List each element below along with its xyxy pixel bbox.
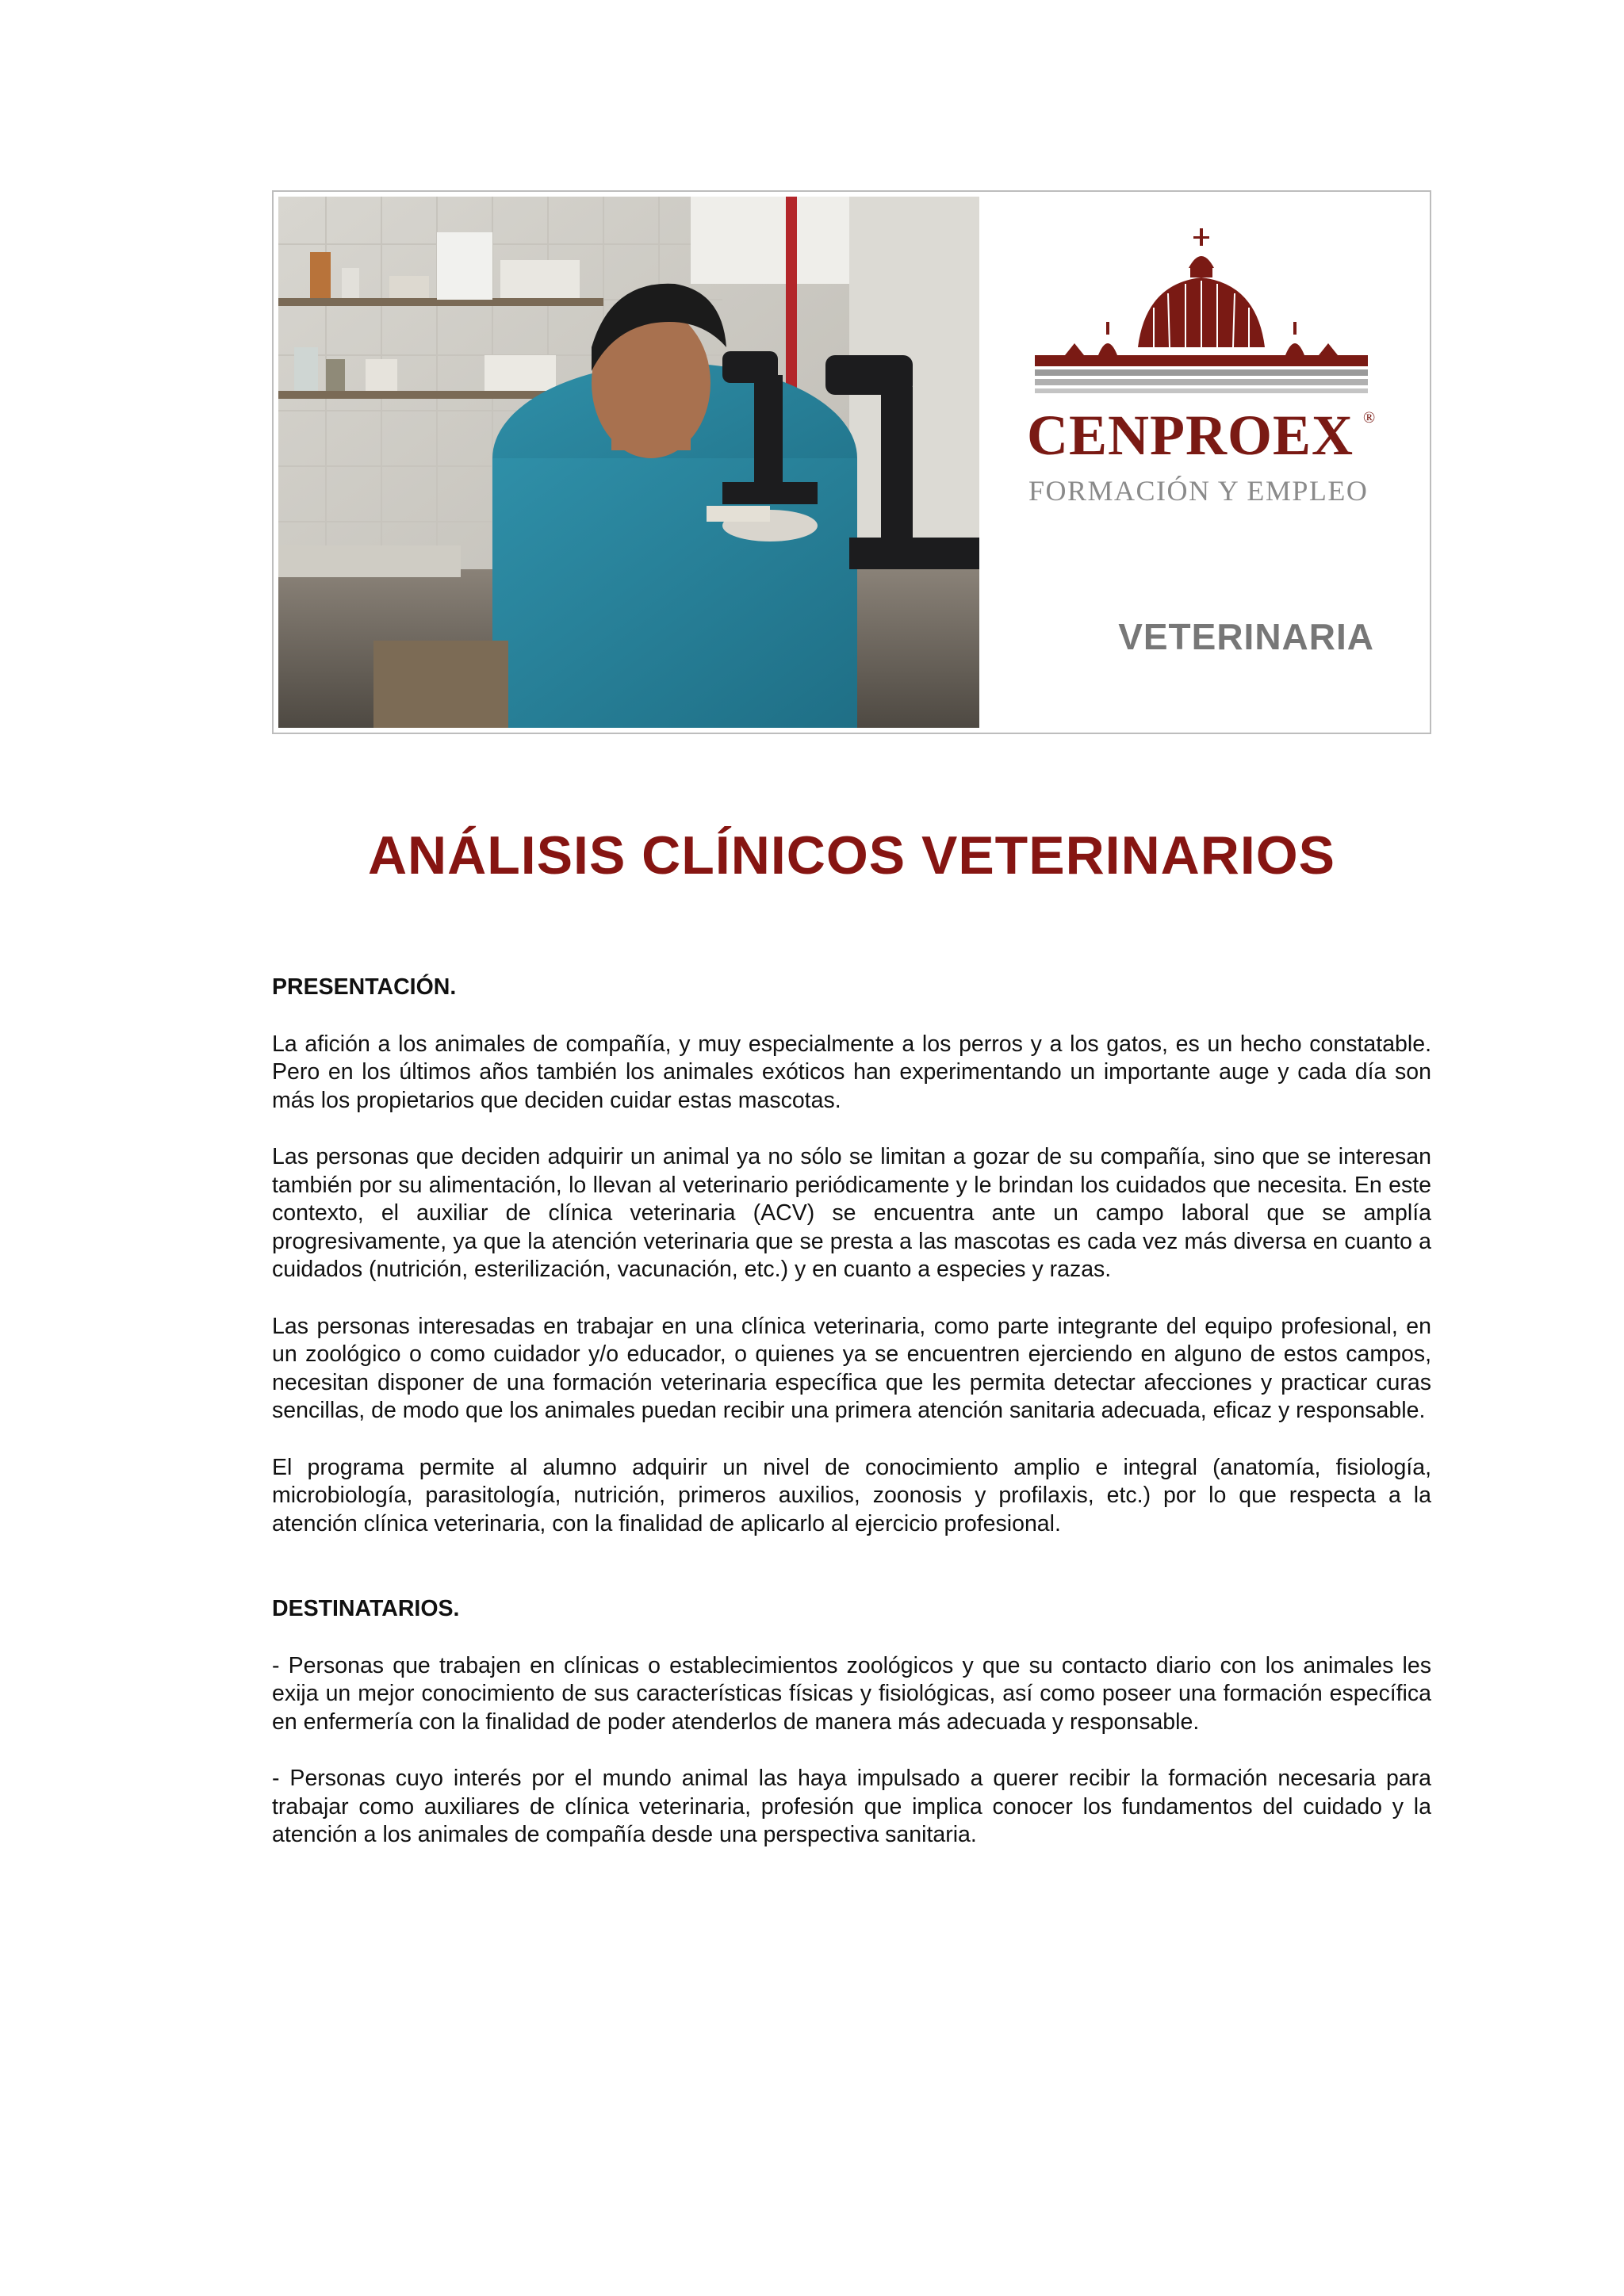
document-title: ANÁLISIS CLÍNICOS VETERINARIOS	[367, 825, 1336, 886]
brand-name: CENPROEX	[1027, 404, 1354, 467]
section-heading-presentacion: PRESENTACIÓN.	[272, 974, 457, 1000]
list-item: - Personas cuyo interés por el mundo animal las haya impulsado a querer recibir la formación necesaria para trabajar como auxiliares de clínica veterinaria, profesión que implica conocer los fundamentos del cuidado y la atención a los animales de compañía desde una perspectiva sanitaria.	[272, 1766, 1431, 1847]
paragraph: El programa permite al alumno adquirir un nivel de conocimiento amplio e integral (anatomía, fisiología, microbiología, parasitología, nutrición, primeros auxilios, zoonosis y profilaxis, etc.) por lo que respecta a la atención clínica veterinaria, con la finalidad de aplicarlo al ejercicio profesional.	[272, 1454, 1431, 1536]
lab-photo-image	[278, 197, 979, 728]
brand-logo-block	[987, 197, 1425, 728]
department-label: VETERINARIA	[1118, 616, 1374, 657]
paragraph: La afición a los animales de compañía, y muy especialmente a los perros y a los gatos, es un hecho constatable. Pero en los últimos años también los animales exóticos han experimentando un importante auge y cada día son más los propietarios que deciden cuidar estas mascotas.	[272, 1031, 1431, 1113]
registered-mark: ®	[1363, 409, 1376, 427]
header-banner	[272, 190, 1431, 734]
paragraph: Las personas interesadas en trabajar en una clínica veterinaria, como parte integrante del equipo profesional, en un zoológico o como cuidador y/o educador, o quienes ya se encuentren ejerciendo en alguno de estos campos, necesitan disponer de una formación veterinaria específica que les permita detectar afecciones y practicar curas sencillas, de modo que los animales puedan recibir una primera atención sanitaria adecuada, eficaz y responsable.	[272, 1313, 1431, 1423]
list-item: - Personas que trabajen en clínicas o establecimientos zoológicos y que su contacto diario con los animales les exija un mejor conocimiento de sus características físicas y fisiológicas, así como poseer una formación específica en enfermería con la finalidad de poder atenderlos de manera más adecuada y responsable.	[272, 1652, 1431, 1735]
lab-photo	[278, 197, 979, 728]
section-heading-destinatarios: DESTINATARIOS.	[272, 1596, 460, 1621]
brand-tagline: FORMACIÓN Y EMPLEO	[1028, 475, 1369, 507]
document-body	[272, 974, 1431, 1850]
paragraph: Las personas que deciden adquirir un animal ya no sólo se limitan a gozar de su compañía, sino que se interesan también por su alimentación, lo llevan al veterinario periódicamente y le brindan los cuidados que necesita. En este contexto, el auxiliar de clínica veterinaria (ACV) se encuentra ante un campo laboral que se amplía progresivamente, ya que la atención veterinaria que se presta a las mascotas es cada vez más diversa en cuanto a cuidados (nutrición, esterilización, vacunación, etc.) y en cuanto a especies y razas.	[272, 1144, 1431, 1282]
cathedral-logo-icon	[1035, 228, 1368, 403]
